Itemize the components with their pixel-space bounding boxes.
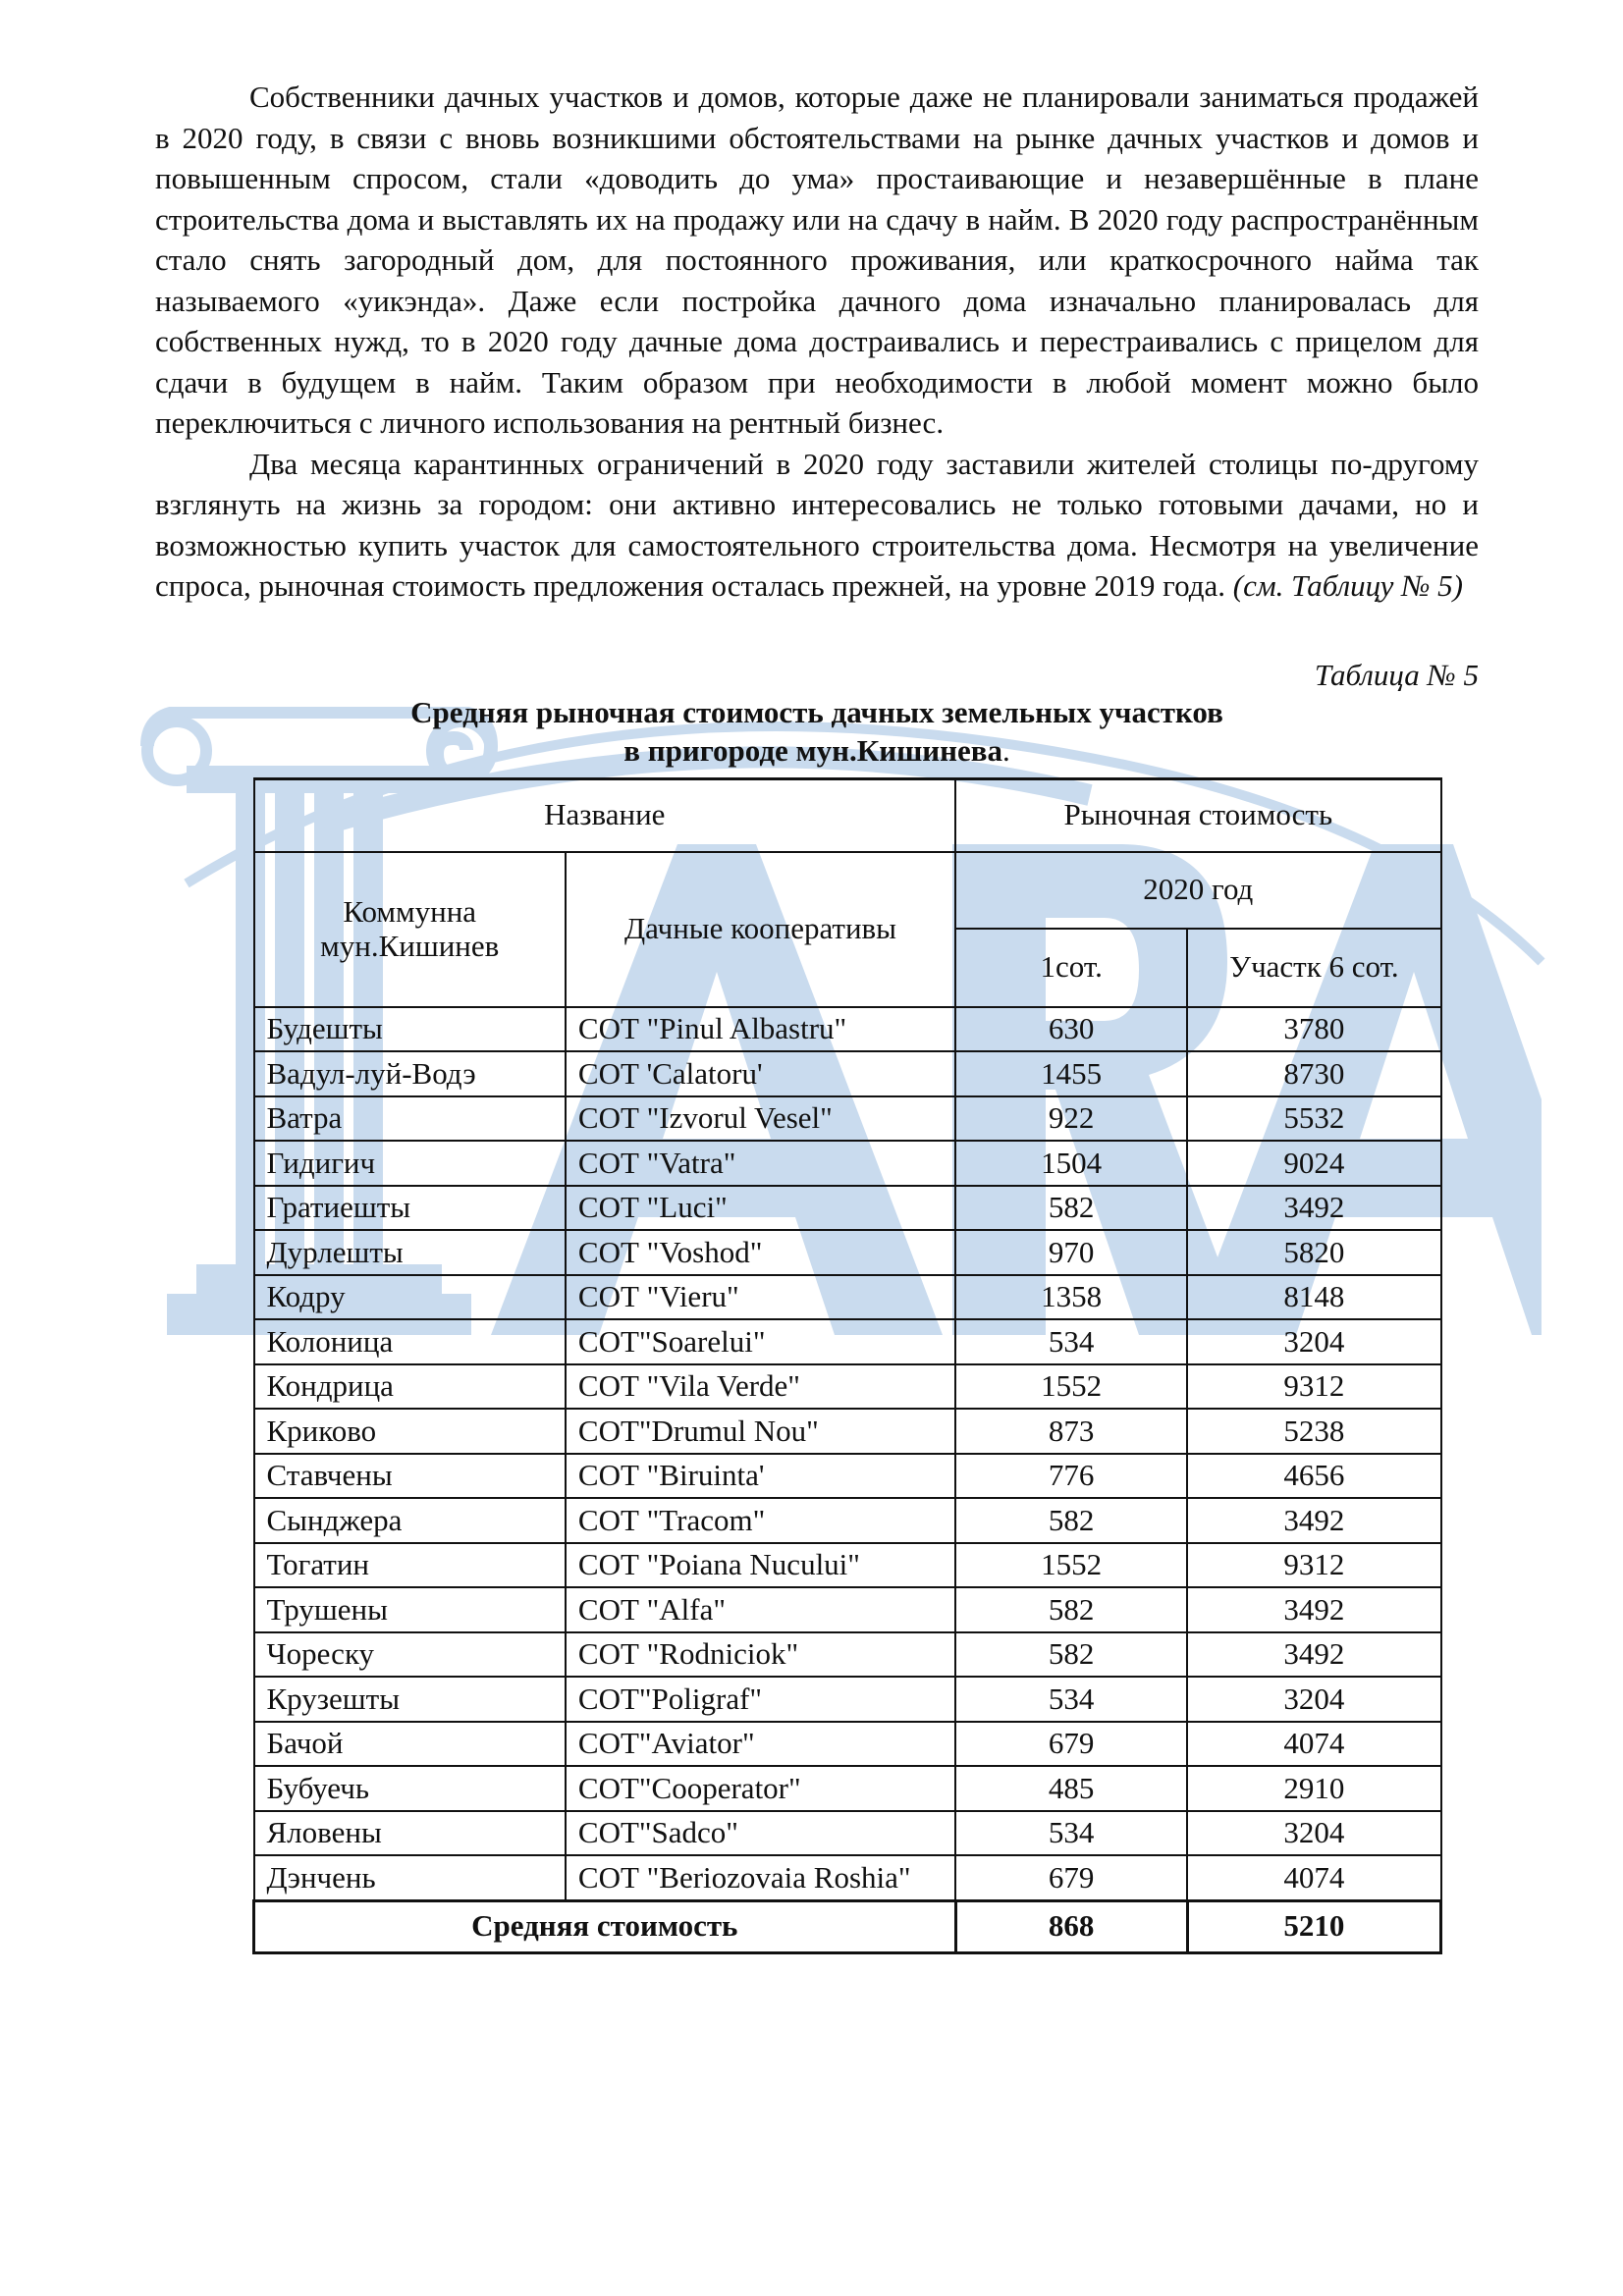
cell-plot-6-sotka: 8730 bbox=[1187, 1051, 1440, 1096]
cell-per-sotka: 679 bbox=[955, 1855, 1187, 1900]
cell-plot-6-sotka: 9024 bbox=[1187, 1141, 1440, 1186]
cell-per-sotka: 1455 bbox=[955, 1051, 1187, 1096]
cell-per-sotka: 582 bbox=[955, 1632, 1187, 1678]
table-row bbox=[254, 1498, 1441, 1543]
table-row bbox=[254, 1811, 1441, 1856]
cell-cooperative: СОТ"Drumul Nou" bbox=[566, 1409, 955, 1454]
cell-cooperative: СОТ "Voshod" bbox=[566, 1230, 955, 1275]
cell-plot-6-sotka: 3492 bbox=[1187, 1587, 1440, 1632]
cell-plot-6-sotka: 5820 bbox=[1187, 1230, 1440, 1275]
cell-per-sotka: 485 bbox=[955, 1766, 1187, 1811]
table-row bbox=[254, 1587, 1441, 1632]
cell-per-sotka: 922 bbox=[955, 1096, 1187, 1142]
table-row bbox=[254, 1409, 1441, 1454]
cell-commune: Тогатин bbox=[254, 1543, 566, 1588]
cell-cooperative: СОТ"Cooperator" bbox=[566, 1766, 955, 1811]
header-year: 2020 год bbox=[955, 852, 1440, 929]
cell-cooperative: СОТ "Rodniciok" bbox=[566, 1632, 955, 1678]
cell-per-sotka: 970 bbox=[955, 1230, 1187, 1275]
cell-commune: Дэнчень bbox=[254, 1855, 566, 1900]
table-row bbox=[254, 1096, 1441, 1142]
table-row bbox=[254, 1722, 1441, 1767]
cell-cooperative: СОТ "Vila Verde" bbox=[566, 1364, 955, 1410]
cell-plot-6-sotka: 9312 bbox=[1187, 1543, 1440, 1588]
cell-commune: Чореску bbox=[254, 1632, 566, 1678]
cell-plot-6-sotka: 3492 bbox=[1187, 1632, 1440, 1678]
cell-cooperative: СОТ "Alfa" bbox=[566, 1587, 955, 1632]
paragraph-1: Собственники дачных участков и домов, которые даже не планировали заниматься продажей в 2020 году, в связи с вновь возникшими обстоятельствами на рынке дачных участков и домов и повышенным спросом, стали «доводить до ума» простаивающие и незавершённые в плане строительства дома и выставлять их на продажу или на сдачу в найм. В 2020 году распространённым стало снять загородный дом, для постоянного проживания, или краткосрочного найма так называемого «уикэнда». Даже если постройка дачного дома изначально планировалась для собственных нужд, то в 2020 году дачные дома достраивались и перестраивались с прицелом для сдачи в будущем в найм. Таким образом при необходимости в любой момент можно было переключиться с личного использования на рентный бизнес. bbox=[155, 80, 1479, 440]
table-row bbox=[254, 1007, 1441, 1052]
cell-per-sotka: 1552 bbox=[955, 1543, 1187, 1588]
cell-per-sotka: 582 bbox=[955, 1587, 1187, 1632]
cell-commune: Яловены bbox=[254, 1811, 566, 1856]
header-market-value: Рыночная стоимость bbox=[955, 778, 1440, 852]
cell-plot-6-sotka: 2910 bbox=[1187, 1766, 1440, 1811]
table-row bbox=[254, 1141, 1441, 1186]
total-row bbox=[254, 1900, 1441, 1952]
cell-per-sotka: 534 bbox=[955, 1811, 1187, 1856]
cell-commune: Колоница bbox=[254, 1319, 566, 1364]
table-title-line-1: Средняя рыночная стоимость дачных земельных участков bbox=[410, 694, 1223, 729]
table-title-period: . bbox=[1002, 732, 1010, 768]
cell-commune: Будешты bbox=[254, 1007, 566, 1052]
cell-per-sotka: 630 bbox=[955, 1007, 1187, 1052]
cell-commune: Бубуечь bbox=[254, 1766, 566, 1811]
cell-commune: Сынджера bbox=[254, 1498, 566, 1543]
table-row bbox=[254, 1051, 1441, 1096]
cell-cooperative: СОТ"Aviator" bbox=[566, 1722, 955, 1767]
total-plot-6-sotka: 5210 bbox=[1187, 1900, 1440, 1952]
cell-plot-6-sotka: 4656 bbox=[1187, 1454, 1440, 1499]
cell-plot-6-sotka: 5238 bbox=[1187, 1409, 1440, 1454]
cell-per-sotka: 582 bbox=[955, 1498, 1187, 1543]
cell-commune: Дурлешты bbox=[254, 1230, 566, 1275]
cell-cooperative: СОТ "Vatra" bbox=[566, 1141, 955, 1186]
table-row bbox=[254, 1632, 1441, 1678]
price-table bbox=[252, 777, 1442, 1954]
cell-plot-6-sotka: 4074 bbox=[1187, 1722, 1440, 1767]
cell-per-sotka: 534 bbox=[955, 1319, 1187, 1364]
total-label: Средняя стоимость bbox=[254, 1900, 956, 1952]
table-row bbox=[254, 1364, 1441, 1410]
cell-commune: Крузешты bbox=[254, 1677, 566, 1722]
cell-cooperative: СОТ"Poligraf" bbox=[566, 1677, 955, 1722]
table-reference: (см. Таблицу № 5) bbox=[1232, 568, 1463, 603]
cell-commune: Кондрица bbox=[254, 1364, 566, 1410]
cell-commune: Бачой bbox=[254, 1722, 566, 1767]
cell-plot-6-sotka: 8148 bbox=[1187, 1275, 1440, 1320]
cell-plot-6-sotka: 3204 bbox=[1187, 1811, 1440, 1856]
total-per-sotka: 868 bbox=[955, 1900, 1187, 1952]
cell-plot-6-sotka: 9312 bbox=[1187, 1364, 1440, 1410]
paragraph-2 bbox=[155, 444, 1479, 607]
cell-per-sotka: 776 bbox=[955, 1454, 1187, 1499]
document-body bbox=[155, 77, 1479, 1954]
table-title bbox=[155, 693, 1479, 770]
cell-plot-6-sotka: 3492 bbox=[1187, 1186, 1440, 1231]
cell-cooperative: СОТ "Poiana Nucului" bbox=[566, 1543, 955, 1588]
cell-commune: Вадул-луй-Водэ bbox=[254, 1051, 566, 1096]
cell-commune: Кодру bbox=[254, 1275, 566, 1320]
cell-per-sotka: 873 bbox=[955, 1409, 1187, 1454]
cell-cooperative: СОТ "Beriozovaia Roshia" bbox=[566, 1855, 955, 1900]
cell-commune: Ставчены bbox=[254, 1454, 566, 1499]
table-row bbox=[254, 1454, 1441, 1499]
cell-cooperative: СОТ 'Calatoru' bbox=[566, 1051, 955, 1096]
table-row bbox=[254, 1677, 1441, 1722]
table-row bbox=[254, 1186, 1441, 1231]
cell-cooperative: СОТ"Sadco" bbox=[566, 1811, 955, 1856]
table-title-line-2: в пригороде мун.Кишинева bbox=[623, 732, 1002, 768]
cell-commune: Ватра bbox=[254, 1096, 566, 1142]
cell-per-sotka: 1504 bbox=[955, 1141, 1187, 1186]
table-caption: Таблица № 5 bbox=[1314, 657, 1479, 692]
table-body bbox=[254, 1007, 1441, 1901]
header-name: Название bbox=[254, 778, 956, 852]
cell-commune: Гратиешты bbox=[254, 1186, 566, 1231]
cell-commune: Криково bbox=[254, 1409, 566, 1454]
header-commune: Коммунна мун.Кишинев bbox=[254, 852, 566, 1007]
cell-per-sotka: 679 bbox=[955, 1722, 1187, 1767]
cell-commune: Трушены bbox=[254, 1587, 566, 1632]
cell-plot-6-sotka: 5532 bbox=[1187, 1096, 1440, 1142]
table-row bbox=[254, 1766, 1441, 1811]
cell-per-sotka: 1552 bbox=[955, 1364, 1187, 1410]
cell-plot-6-sotka: 4074 bbox=[1187, 1855, 1440, 1900]
cell-plot-6-sotka: 3204 bbox=[1187, 1319, 1440, 1364]
table-row bbox=[254, 1319, 1441, 1364]
cell-cooperative: СОТ "Pinul Albastru" bbox=[566, 1007, 955, 1052]
cell-cooperative: СОТ "Luci" bbox=[566, 1186, 955, 1231]
cell-cooperative: СОТ"Soarelui" bbox=[566, 1319, 955, 1364]
header-per-sotka: 1сот. bbox=[955, 929, 1187, 1007]
cell-plot-6-sotka: 3492 bbox=[1187, 1498, 1440, 1543]
table-row bbox=[254, 1275, 1441, 1320]
cell-plot-6-sotka: 3204 bbox=[1187, 1677, 1440, 1722]
table-row bbox=[254, 1855, 1441, 1900]
cell-per-sotka: 534 bbox=[955, 1677, 1187, 1722]
header-plot-6-sotka: Участк 6 сот. bbox=[1187, 929, 1440, 1007]
cell-cooperative: СОТ "Tracom" bbox=[566, 1498, 955, 1543]
table-row bbox=[254, 1230, 1441, 1275]
cell-plot-6-sotka: 3780 bbox=[1187, 1007, 1440, 1052]
cell-per-sotka: 582 bbox=[955, 1186, 1187, 1231]
cell-cooperative: СОТ "Izvorul Vesel" bbox=[566, 1096, 955, 1142]
header-cooperatives: Дачные кооперативы bbox=[566, 852, 955, 1007]
table-row bbox=[254, 1543, 1441, 1588]
cell-per-sotka: 1358 bbox=[955, 1275, 1187, 1320]
paragraph-2-text: Два месяца карантинных ограничений в 2020 году заставили жителей столицы по-другому взглянуть на жизнь за городом: они активно интересовались не только готовыми дачами, но и возможностью купить участок для самостоятельного строительства дома. Несмотря на увеличение спроса, рыночная стоимость предложения осталась прежней, на уровне 2019 года. bbox=[155, 446, 1479, 603]
cell-cooperative: СОТ "Biruinta' bbox=[566, 1454, 955, 1499]
cell-commune: Гидигич bbox=[254, 1141, 566, 1186]
cell-cooperative: СОТ "Vieru" bbox=[566, 1275, 955, 1320]
